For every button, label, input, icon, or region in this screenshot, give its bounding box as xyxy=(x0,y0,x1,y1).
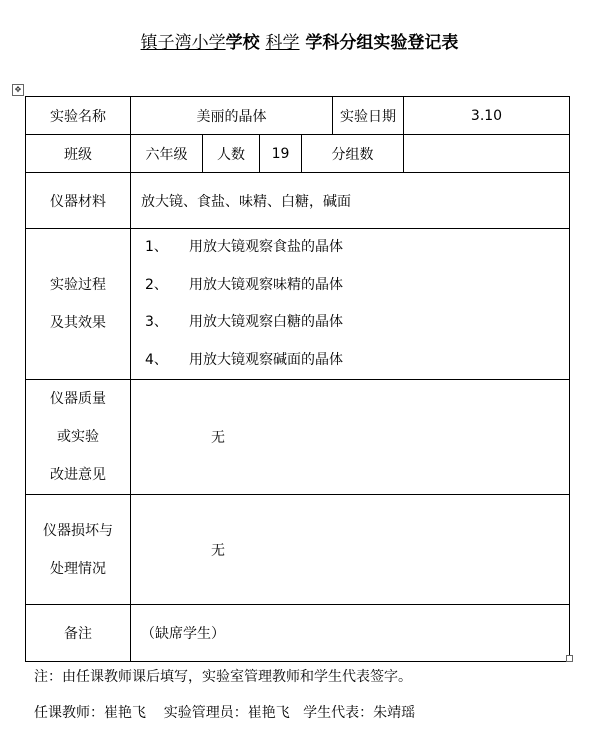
table-row xyxy=(26,229,570,380)
damage-value[interactable]: 无 xyxy=(131,495,570,605)
subject-name: 科学 xyxy=(265,33,300,53)
experiment-name-label: 实验名称 xyxy=(26,97,131,135)
list-item: 3、 用放大镜观察白糖的晶体 xyxy=(145,314,343,330)
list-item: 2、 用放大镜观察味精的晶体 xyxy=(145,276,343,293)
group-count-label: 分组数 xyxy=(302,135,404,173)
class-label: 班级 xyxy=(26,135,131,173)
table-row xyxy=(26,135,570,173)
student-count-label: 人数 xyxy=(203,135,260,173)
table-resize-handle-icon[interactable] xyxy=(566,655,573,662)
table-row xyxy=(26,495,570,605)
quality-value[interactable]: 无 xyxy=(131,380,570,495)
process-steps[interactable] xyxy=(131,229,570,380)
table-row xyxy=(26,97,570,135)
table-row xyxy=(26,173,570,229)
quality-label: 仪器质量 或实验 改进意见 xyxy=(26,380,131,495)
experiment-record-table xyxy=(25,96,570,662)
process-label-line2: 及其效果 xyxy=(50,315,106,331)
page-title xyxy=(0,28,599,53)
table-row xyxy=(26,380,570,495)
experiment-name-value[interactable]: 美丽的晶体 xyxy=(131,97,333,135)
experiment-date-label: 实验日期 xyxy=(333,97,404,135)
materials-label: 仪器材料 xyxy=(26,173,131,229)
class-value[interactable]: 六年级 xyxy=(131,135,203,173)
student-count-value[interactable]: 19 xyxy=(260,135,302,173)
school-suffix: 学校 xyxy=(225,33,260,53)
footer-note: 注：由任课教师课后填写，实验室管理教师和学生代表签字。 xyxy=(34,669,412,685)
remarks-label: 备注 xyxy=(26,605,131,662)
list-item: 4、 用放大镜观察碱面的晶体 xyxy=(145,351,343,368)
process-label xyxy=(26,229,131,380)
table-move-handle-icon[interactable]: ✥ xyxy=(12,84,24,96)
damage-label: 仪器损坏与 处理情况 xyxy=(26,495,131,605)
remarks-value[interactable]: （缺席学生） xyxy=(131,605,570,662)
group-count-value[interactable] xyxy=(404,135,570,173)
process-label-line1: 实验过程 xyxy=(50,277,106,293)
experiment-date-value[interactable]: 3.10 xyxy=(404,97,570,135)
school-name: 镇子湾小学 xyxy=(140,33,226,53)
title-rest: 学科分组实验登记表 xyxy=(305,33,459,53)
footer-signatures: 任课教师：崔艳飞 实验管理员：崔艳飞 学生代表：朱靖瑶 xyxy=(34,705,416,721)
table-row xyxy=(26,605,570,662)
materials-value[interactable]: 放大镜、食盐、味精、白糖，碱面 xyxy=(131,173,570,229)
list-item: 1、 用放大镜观察食盐的晶体 xyxy=(145,239,343,255)
